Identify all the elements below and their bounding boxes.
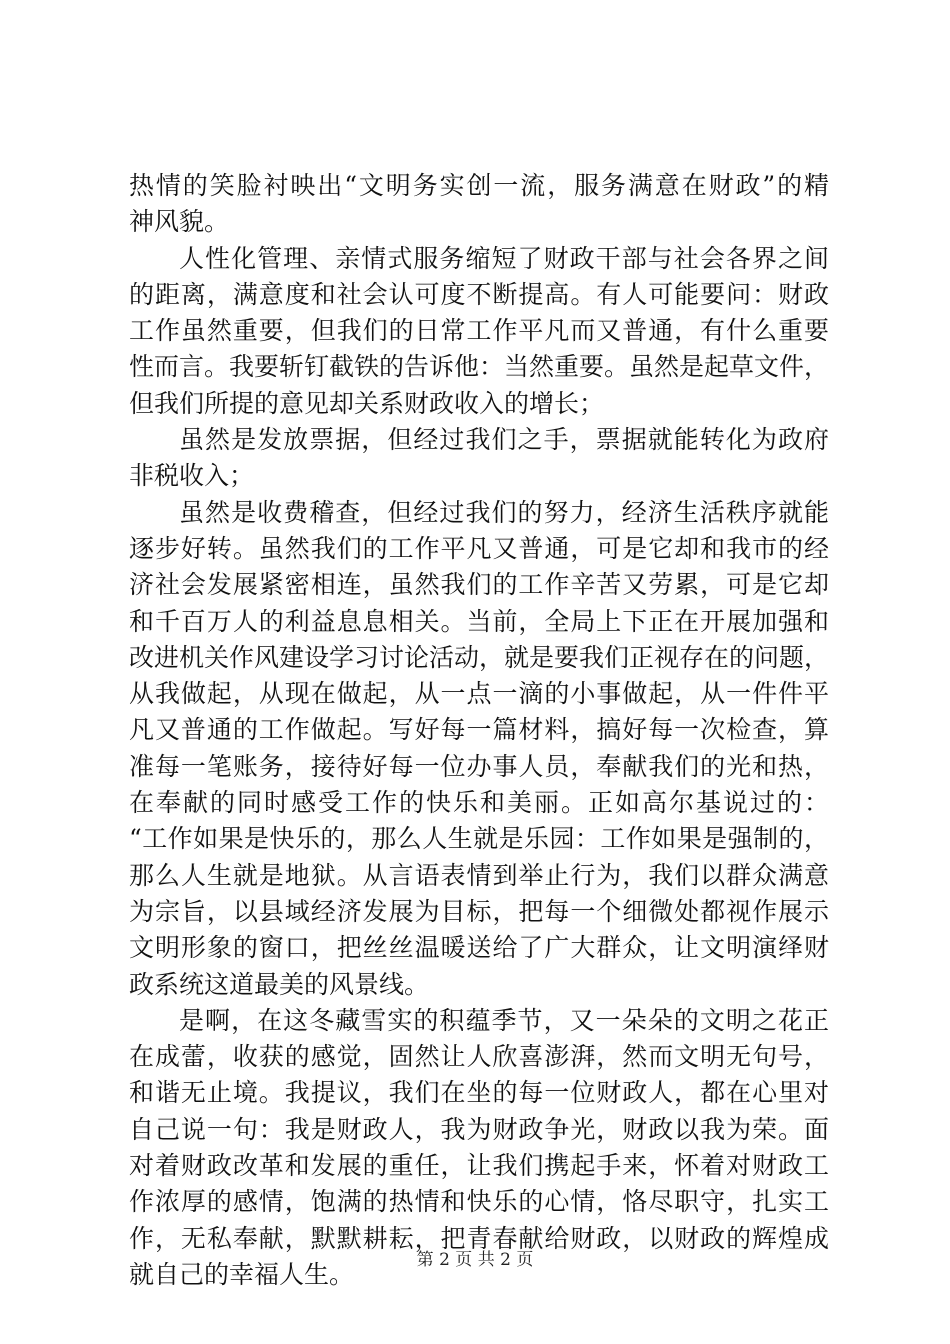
paragraph-start-line: 虽然是发放票据，但经过我们之手，票据就能转化为政府 <box>179 425 829 455</box>
text-line: 作，无私奉献，默默耕耘，把青春献给财政，以财政的辉煌成 <box>129 1223 829 1253</box>
text-line: 作浓厚的感情，饱满的热情和快乐的心情，恪尽职守，扎实工 <box>129 1187 829 1217</box>
text-line: 和千百万人的利益息息相关。当前，全局上下正在开展加强和 <box>129 606 829 636</box>
paragraph-start-line: 人性化管理、亲情式服务缩短了财政干部与社会各界之间 <box>179 243 829 273</box>
text-line: 凡又普通的工作做起。写好每一篇材料，搞好每一次检查，算 <box>129 715 829 745</box>
text-line: 自己说一句：我是财政人，我为财政争光，财政以我为荣。面 <box>129 1114 829 1144</box>
paragraph-start-line: 是啊，在这冬藏雪实的积蕴季节，又一朵朵的文明之花正 <box>179 1005 829 1035</box>
text-line: 非税收入； <box>129 461 255 491</box>
text-line: 那么人生就是地狱。从言语表情到举止行为，我们以群众满意 <box>129 860 829 890</box>
text-line: 在奉献的同时感受工作的快乐和美丽。正如高尔基说过的： <box>129 788 829 818</box>
text-line: “工作如果是快乐的，那么人生就是乐园：工作如果是强制的， <box>129 824 829 854</box>
text-line: 和谐无止境。我提议，我们在坐的每一位财政人，都在心里对 <box>129 1078 829 1108</box>
text-line: 从我做起，从现在做起，从一点一滴的小事做起，从一件件平 <box>129 679 829 709</box>
text-line: 就自己的幸福人生。 <box>129 1259 355 1289</box>
text-line: 工作虽然重要，但我们的日常工作平凡而又普通，有什么重要 <box>129 316 829 346</box>
text-line: 准每一笔账务，接待好每一位办事人员，奉献我们的光和热， <box>129 751 829 781</box>
paragraph-start-line: 虽然是收费稽查，但经过我们的努力，经济生活秩序就能 <box>179 497 829 527</box>
text-line: 的距离，满意度和社会认可度不断提高。有人可能要问：财政 <box>129 279 829 309</box>
text-line: 在成蕾，收获的感觉，固然让人欣喜澎湃，然而文明无句号， <box>129 1042 829 1072</box>
text-line: 改进机关作风建设学习讨论活动，就是要我们正视存在的问题， <box>129 642 830 672</box>
page-footer <box>0 1245 950 1270</box>
text-line: 性而言。我要斩钉截铁的告诉他：当然重要。虽然是起草文件， <box>129 352 830 382</box>
text-line: 神风貌。 <box>129 207 230 237</box>
text-line: 热情的笑脸衬映出“文明务实创一流，服务满意在财政”的精 <box>129 171 829 200</box>
text-line: 为宗旨，以县域经济发展为目标，把每一个细微处都视作展示 <box>129 896 829 926</box>
text-line: 逐步好转。虽然我们的工作平凡又普通，可是它却和我市的经 <box>129 533 829 563</box>
text-line: 文明形象的窗口，把丝丝温暖送给了广大群众，让文明演绎财 <box>129 933 829 963</box>
text-line: 政系统这道最美的风景线。 <box>129 969 430 999</box>
text-line: 济社会发展紧密相连，虽然我们的工作辛苦又劳累，可是它却 <box>129 570 829 600</box>
text-line: 但我们所提的意见却关系财政收入的增长； <box>129 388 605 418</box>
body-text <box>129 168 829 1293</box>
text-line: 对着财政改革和发展的重任，让我们携起手来，怀着对财政工 <box>129 1151 829 1181</box>
page-number-label: 第 2 页 共 2 页 <box>416 1250 534 1270</box>
